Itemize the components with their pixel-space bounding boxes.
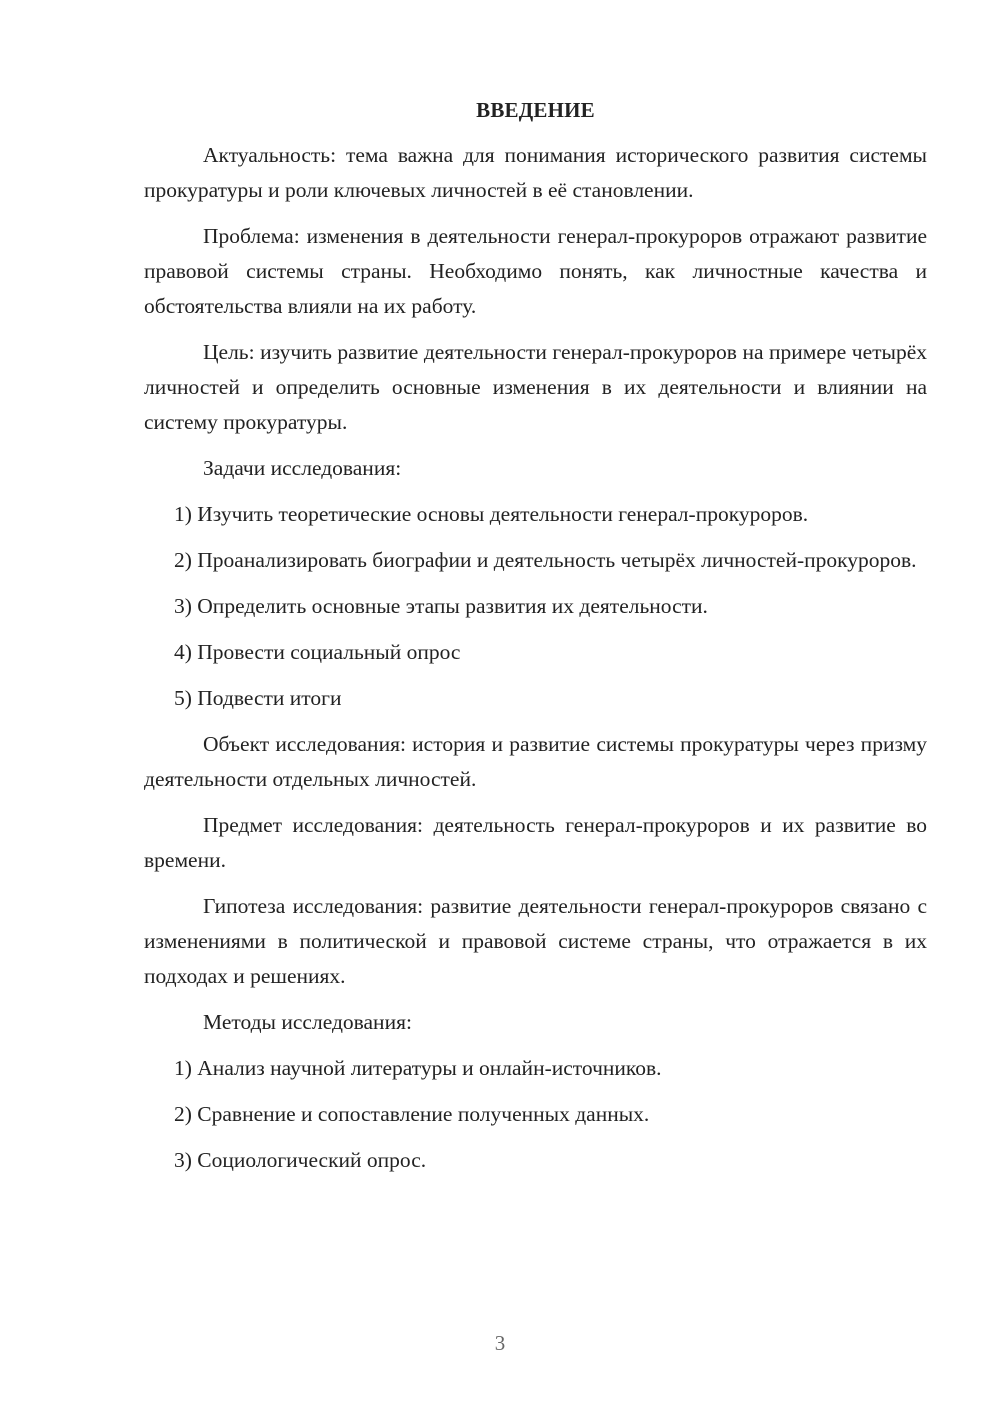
goal-paragraph: Цель: изучить развитие деятельности генерал-прокуроров на примере четырёх личностей и определить основные изменения в их деятельности и влиянии на систему прокуратуры.	[144, 340, 927, 434]
task-item: 2) Проанализировать биографии и деятельность четырёх личностей-прокуроров.	[174, 548, 917, 572]
methods-heading: Методы исследования:	[203, 1010, 412, 1034]
subject-paragraph: Предмет исследования: деятельность генерал-прокуроров и их развитие во времени.	[144, 813, 927, 872]
method-item: 2) Сравнение и сопоставление полученных данных.	[174, 1102, 650, 1126]
tasks-heading: Задачи исследования:	[203, 456, 402, 480]
page-title: ВВЕДЕНИЕ	[476, 98, 595, 122]
method-item: 1) Анализ научной литературы и онлайн-источников.	[174, 1056, 662, 1080]
page-number: 3	[494, 1331, 506, 1355]
relevance-paragraph: Актуальность: тема важна для понимания исторического развития системы прокуратуры и роли ключевых личностей в её становлении.	[144, 143, 927, 202]
task-item: 1) Изучить теоретические основы деятельности генерал-прокуроров.	[174, 502, 809, 526]
problem-paragraph: Проблема: изменения в деятельности генерал-прокуроров отражают развитие правовой системы страны. Необходимо понять, как личностные качества и обстоятельства влияли на их работу.	[144, 224, 927, 318]
hypothesis-paragraph: Гипотеза исследования: развитие деятельности генерал-прокуроров связано с изменениями в политической и правовой системе страны, что отражается в их подходах и решениях.	[144, 894, 927, 988]
document-page	[144, 92, 927, 1189]
task-item: 3) Определить основные этапы развития их деятельности.	[174, 594, 708, 618]
object-paragraph: Объект исследования: история и развитие системы прокуратуры через призму деятельности отдельных личностей.	[144, 732, 927, 791]
task-item: 4) Провести социальный опрос	[174, 640, 461, 664]
method-item: 3) Социологический опрос.	[174, 1148, 427, 1172]
task-item: 5) Подвести итоги	[174, 686, 342, 710]
